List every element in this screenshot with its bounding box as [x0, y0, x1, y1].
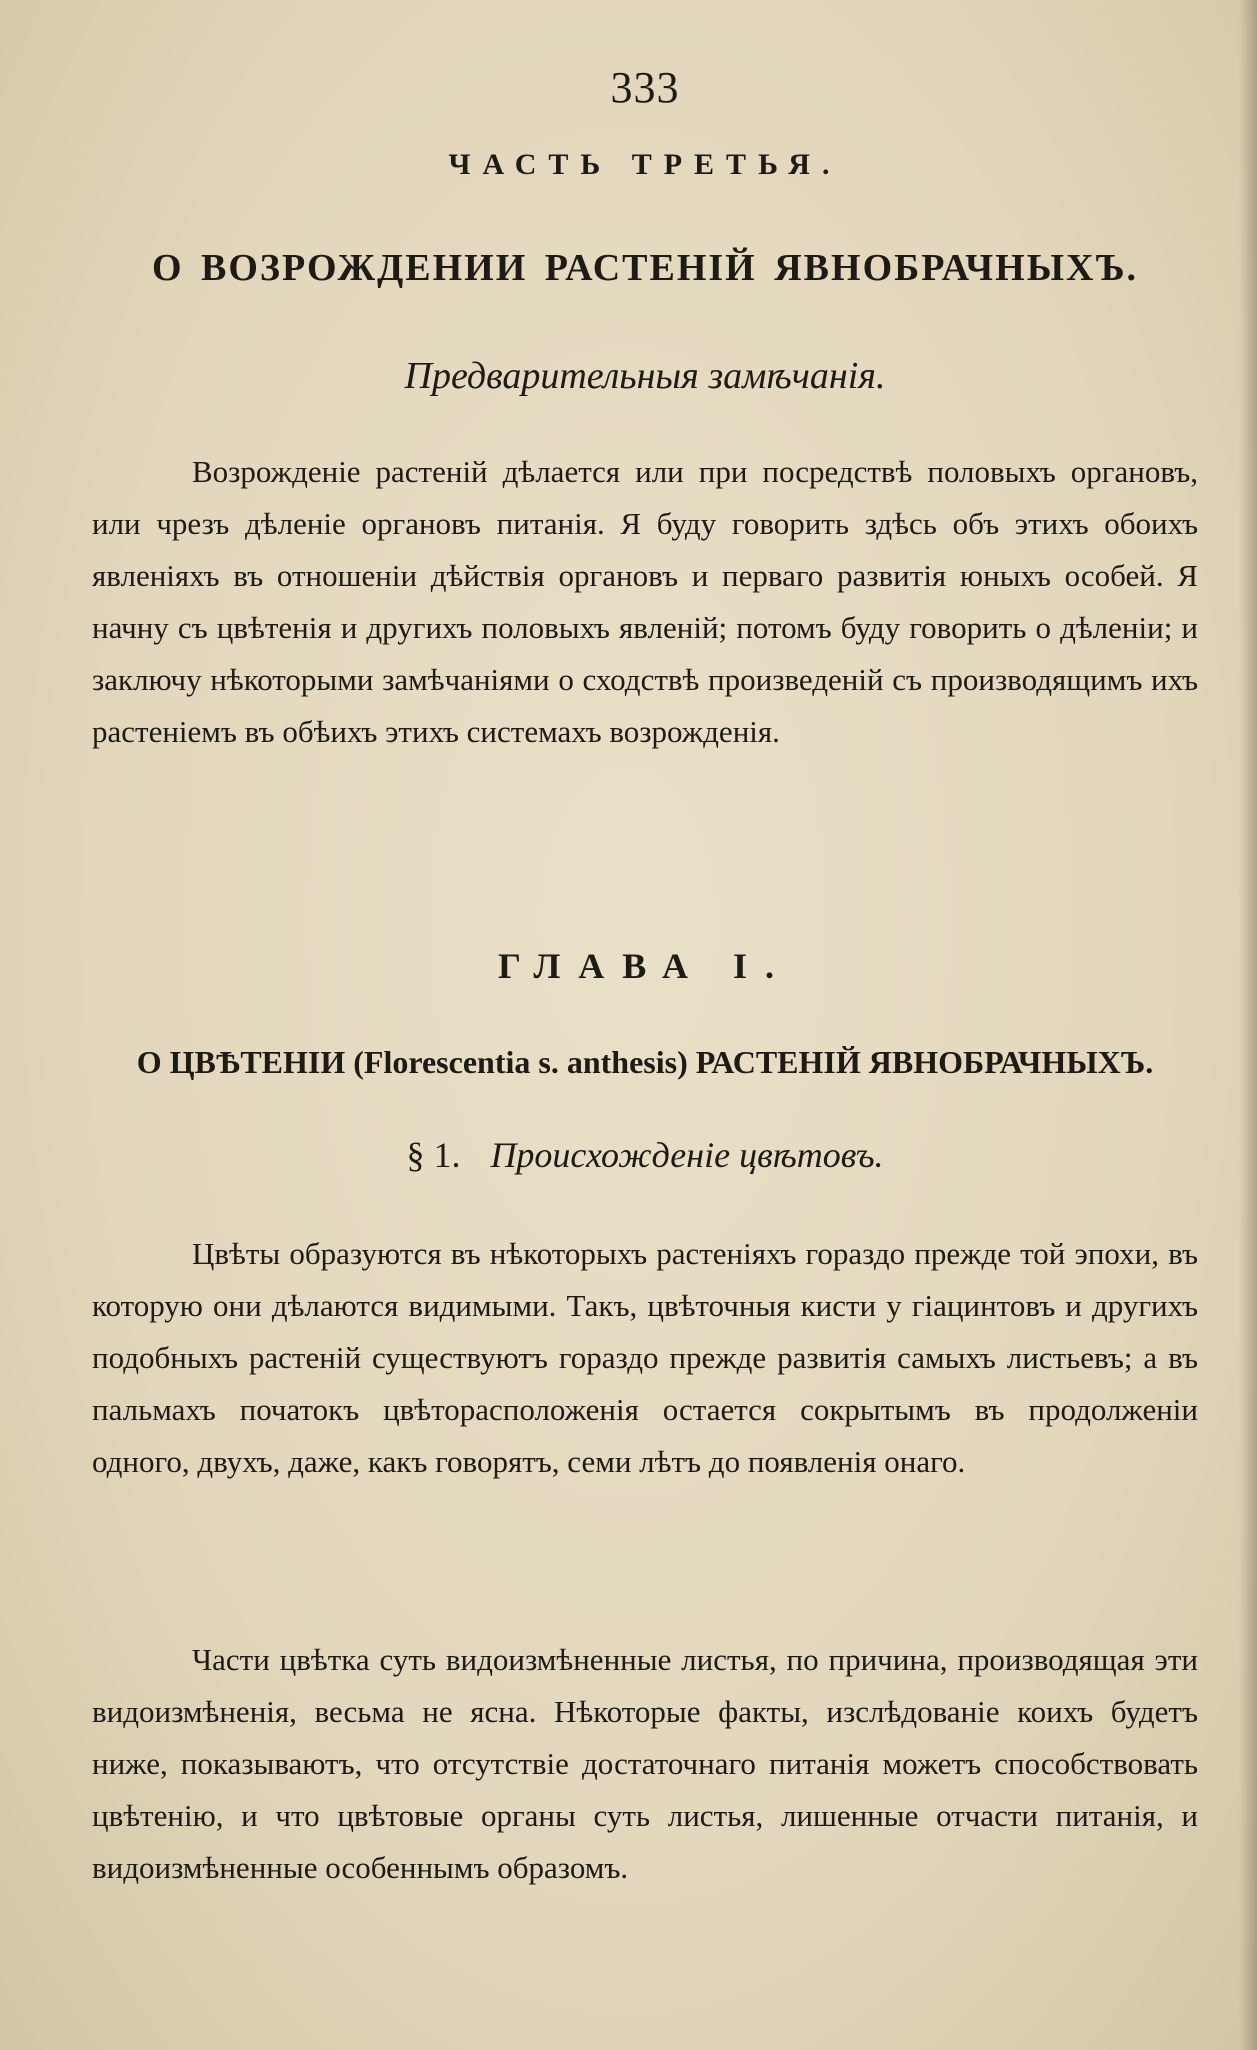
- page-number: 333: [610, 63, 680, 112]
- section-number: § 1.: [406, 1135, 461, 1175]
- section-title: Происхожденіе цвѣтовъ.: [490, 1135, 884, 1175]
- paragraph-flower-parts: Части цвѣтка суть видоизмѣненные листья, по причина, производящая эти видоизмѣненія, весьма не ясна. Нѣкоторые факты, изслѣдованіе коихъ будетъ ниже, показываютъ, что отсутствіе достаточнаго питанія можетъ способствовать цвѣтенію, и что цвѣтовые органы суть листья, лишенные отчасти питанія, и видоизмѣненные особеннымъ образомъ.: [92, 1642, 1198, 1885]
- intro-paragraph: Возрожденіе растеній дѣлается или при посредствѣ половыхъ органовъ, или чрезъ дѣленіе органовъ питанія. Я буду говорить здѣсь объ этихъ обоихъ явленіяхъ въ отношеніи дѣйствія органовъ и перваго развитія юныхъ особей. Я начну съ цвѣтенія и другихъ половыхъ явленій; потомъ буду говорить о дѣленіи; и заключу нѣкоторыми замѣчаніями о сходствѣ произведеній съ производящимъ ихъ растеніемъ въ обѣихъ этихъ системахъ возрожденія.: [92, 454, 1198, 749]
- chapter-subtitle: О ЦВѢТЕНІИ (Florescentia s. anthesis) РАСТЕНІЙ ЯВНОБРАЧНЫХЪ.: [136, 1044, 1154, 1080]
- paragraph-flower-origin: Цвѣты образуются въ нѣкоторыхъ растеніяхъ гораздо прежде той эпохи, въ которую они дѣлаются видимыми. Такъ, цвѣточныя кисти у гіацинтовъ и другихъ подобныхъ растеній существуютъ гораздо прежде развитія самыхъ листьевъ; а въ пальмахъ початокъ цвѣторасположенія остается сокрытымъ въ продолженіи одного, двухъ, даже, какъ говорятъ, семи лѣтъ до появленія онаго.: [92, 1236, 1198, 1479]
- preliminary-remarks-title: Предварительныя замѣчанія.: [404, 355, 886, 397]
- section-heading: [92, 1134, 1198, 1176]
- chapter-title: ГЛАВА I.: [497, 946, 793, 986]
- part-title: ЧАСТЬ ТРЕТЬЯ.: [448, 148, 842, 181]
- main-title: О ВОЗРОЖДЕНИИ РАСТЕНІЙ ЯВНОБРАЧНЫХЪ.: [151, 247, 1139, 289]
- page-edge-shadow: [1239, 0, 1257, 2050]
